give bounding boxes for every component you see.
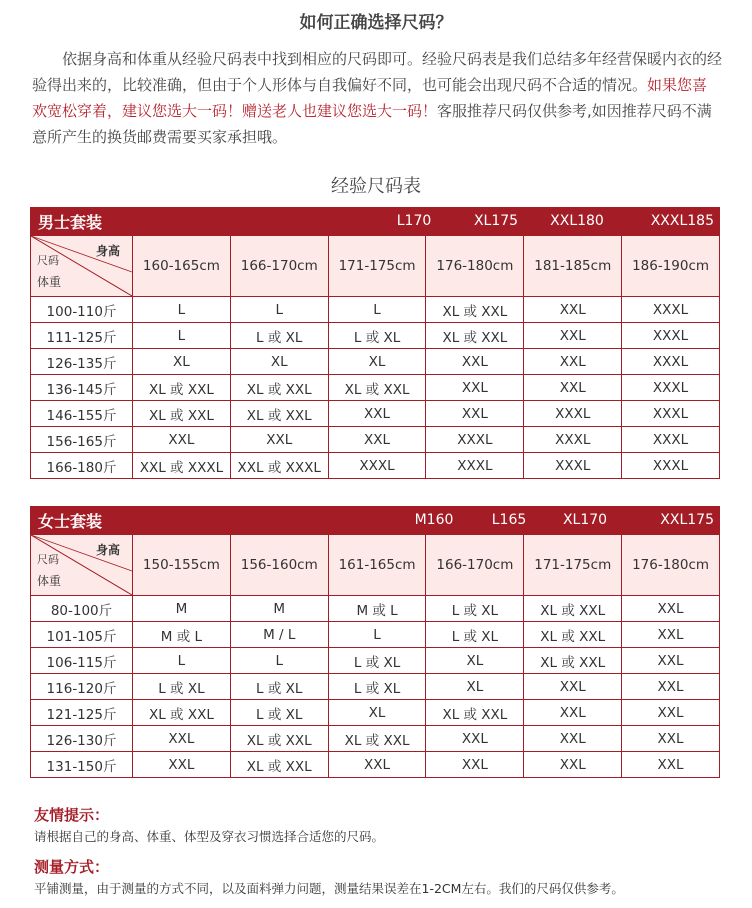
size-cell: XXL	[622, 726, 719, 751]
table-row	[31, 375, 719, 400]
size-cell: XXL	[622, 700, 719, 725]
size-cell: XXL	[524, 349, 621, 374]
size-cell: XXL	[524, 323, 621, 348]
weight-cell: 101-105斤	[31, 622, 132, 647]
size-cell: XL	[329, 700, 426, 725]
size-cell: L 或 XL	[133, 674, 230, 699]
size-cell: XXXL	[524, 401, 621, 426]
size-cell: L 或 XL	[426, 596, 523, 621]
intro-paragraph	[32, 46, 722, 150]
weight-label: 体重	[37, 275, 62, 289]
size-cell: L 或 XL	[231, 674, 328, 699]
table-row	[31, 401, 719, 426]
women-height-header: 176-180cm	[622, 535, 719, 595]
size-cell: L 或 XL	[329, 648, 426, 673]
size-cell: L	[133, 297, 230, 322]
size-cell: XL 或 XXL	[524, 648, 621, 673]
weight-cell: 116-120斤	[31, 674, 132, 699]
size-cell: XL 或 XXL	[524, 596, 621, 621]
height-label: 身高	[95, 543, 120, 557]
size-cell: XXL	[231, 427, 328, 452]
size-cell: L 或 XL	[329, 674, 426, 699]
size-cell: L	[231, 648, 328, 673]
size-cell: XXL	[426, 401, 523, 426]
size-cell: XXL	[133, 752, 230, 777]
women-category-label: 女士套装	[38, 511, 103, 531]
men-size-xxl: XXL180	[550, 213, 604, 229]
weight-cell: 156-165斤	[31, 427, 132, 452]
measure-tip-heading: 测量方式：	[34, 858, 110, 876]
size-cell: XL 或 XXL	[231, 726, 328, 751]
men-size-l: L170	[396, 213, 432, 229]
size-cell: XL 或 XXL	[329, 375, 426, 400]
size-cell: L 或 XL	[329, 323, 426, 348]
weight-label: 体重	[37, 574, 62, 588]
size-cell: XXXL	[524, 427, 621, 452]
table-row	[31, 349, 719, 374]
weight-cell: 80-100斤	[31, 596, 132, 621]
men-height-header: 160-165cm	[133, 236, 230, 296]
table-row	[31, 726, 719, 751]
men-table-header	[30, 207, 720, 235]
size-cell: XL 或 XXL	[231, 375, 328, 400]
size-cell: M 或 L	[329, 596, 426, 621]
size-cell: M	[231, 596, 328, 621]
table-row	[31, 648, 719, 673]
men-height-header-row	[31, 236, 719, 296]
size-cell: XL	[426, 648, 523, 673]
size-cell: L	[329, 297, 426, 322]
size-cell: M	[133, 596, 230, 621]
weight-cell: 106-115斤	[31, 648, 132, 673]
size-cell: XL 或 XXL	[329, 726, 426, 751]
women-table-header	[30, 506, 720, 534]
size-cell: XL	[133, 349, 230, 374]
intro-highlight: 如果您喜欢宽松穿着，建议您选大一码！赠送老人也建议您选大一码！	[32, 76, 708, 120]
size-cell: XXL	[622, 648, 719, 673]
table-row	[31, 453, 719, 478]
size-cell: XXXL	[622, 453, 719, 478]
men-size-xxxl: XXXL185	[650, 213, 714, 229]
measure-tip-text: 平铺测量，由于测量的方式不同，以及面料弹力问题，测量结果误差在1-2CM左右。我们的尺码仅供参考。	[34, 881, 624, 896]
size-cell: XL 或 XXL	[524, 622, 621, 647]
table-row	[31, 297, 719, 322]
size-cell: XXL	[524, 700, 621, 725]
size-cell: L	[329, 622, 426, 647]
women-height-header-row	[31, 535, 719, 595]
men-height-header: 171-175cm	[329, 236, 426, 296]
size-cell: XXL	[426, 349, 523, 374]
intro-text-2: 客服推荐尺码仅供参考,如因推荐尺码不满意所产生的换货邮费需要买家承担哦。	[32, 102, 712, 146]
size-cell: XXL	[622, 752, 719, 777]
measure-tip	[34, 856, 734, 897]
page-title: 如何正确选择尺码？	[299, 13, 453, 33]
size-cell: XXL	[622, 596, 719, 621]
weight-cell: 126-130斤	[31, 726, 132, 751]
size-cell: XL 或 XXL	[426, 297, 523, 322]
weight-cell: 131-150斤	[31, 752, 132, 777]
men-diagonal-header-cell	[31, 236, 132, 296]
size-cell: L 或 XL	[231, 700, 328, 725]
women-size-table	[30, 506, 720, 778]
size-cell: XXL	[133, 427, 230, 452]
size-cell: XXXL	[622, 297, 719, 322]
table-row	[31, 752, 719, 777]
size-cell: XXL	[426, 375, 523, 400]
table-row	[31, 596, 719, 621]
friendly-tip-text: 请根据自己的身高、体重、体型及穿衣习惯选择合适您的尺码。	[34, 829, 385, 844]
women-diagonal-header-cell	[31, 535, 132, 595]
men-size-xl: XL175	[473, 213, 519, 229]
size-cell: L 或 XL	[426, 622, 523, 647]
women-height-header: 161-165cm	[329, 535, 426, 595]
size-cell: XXXL	[426, 453, 523, 478]
size-label: 尺码	[37, 254, 59, 267]
size-cell: XXL	[329, 427, 426, 452]
women-height-header: 171-175cm	[524, 535, 621, 595]
table-row	[31, 700, 719, 725]
women-size-xxl: XXL175	[660, 512, 714, 528]
women-size-l: L165	[491, 512, 527, 528]
size-cell: XXL	[524, 752, 621, 777]
women-height-header: 156-160cm	[231, 535, 328, 595]
size-cell: L	[133, 648, 230, 673]
weight-cell: 121-125斤	[31, 700, 132, 725]
size-cell: M 或 L	[133, 622, 230, 647]
size-cell: L 或 XL	[231, 323, 328, 348]
size-cell: XXXL	[622, 375, 719, 400]
men-height-header: 181-185cm	[524, 236, 621, 296]
weight-cell: 166-180斤	[31, 453, 132, 478]
women-height-header: 166-170cm	[426, 535, 523, 595]
table-title: 经验尺码表	[331, 176, 421, 197]
men-grid	[30, 235, 720, 479]
intro-text-1: 依据身高和体重从经验尺码表中找到相应的尺码即可。经验尺码表是我们总结多年经营保暖内衣的经验得出来的，比较准确，但由于个人形体与自我偏好不同，也可能会出现尺码不合适的情况。	[32, 50, 723, 94]
size-cell: XL	[426, 674, 523, 699]
height-label: 身高	[95, 244, 120, 258]
table-row	[31, 427, 719, 452]
size-cell: XXL	[329, 752, 426, 777]
size-cell: XL	[231, 349, 328, 374]
table-row	[31, 674, 719, 699]
weight-cell: 146-155斤	[31, 401, 132, 426]
size-cell: XL 或 XXL	[426, 700, 523, 725]
friendly-tip	[34, 804, 734, 845]
weight-cell: 126-135斤	[31, 349, 132, 374]
size-cell: XXXL	[622, 427, 719, 452]
women-grid	[30, 534, 720, 778]
size-cell: XL 或 XXL	[426, 323, 523, 348]
women-size-m: M160	[414, 512, 454, 528]
size-cell: XL 或 XXL	[231, 752, 328, 777]
size-cell: XXL	[524, 297, 621, 322]
size-cell: XXL	[426, 752, 523, 777]
size-cell: XXXL	[622, 349, 719, 374]
size-cell: XL 或 XXL	[133, 700, 230, 725]
size-cell: XXL 或 XXXL	[133, 453, 230, 478]
size-cell: XXXL	[426, 427, 523, 452]
weight-cell: 111-125斤	[31, 323, 132, 348]
size-cell: XL 或 XXL	[133, 401, 230, 426]
size-cell: XXXL	[329, 453, 426, 478]
size-cell: XXL	[133, 726, 230, 751]
women-height-header: 150-155cm	[133, 535, 230, 595]
size-cell: XXL	[524, 726, 621, 751]
size-cell: XXXL	[622, 323, 719, 348]
men-height-header: 166-170cm	[231, 236, 328, 296]
size-cell: XXL	[622, 674, 719, 699]
size-label: 尺码	[37, 553, 59, 566]
size-cell: XXL	[426, 726, 523, 751]
size-cell: XL 或 XXL	[133, 375, 230, 400]
table-row	[31, 622, 719, 647]
size-cell: XXL	[524, 375, 621, 400]
table-row	[31, 323, 719, 348]
size-cell: XXL	[329, 401, 426, 426]
size-cell: XL 或 XXL	[231, 401, 328, 426]
men-category-label: 男士套装	[38, 212, 103, 232]
men-size-table	[30, 207, 720, 479]
size-cell: L	[231, 297, 328, 322]
men-height-header: 186-190cm	[622, 236, 719, 296]
size-cell: XXXL	[622, 401, 719, 426]
women-size-xl: XL170	[562, 512, 608, 528]
size-cell: XXL 或 XXXL	[231, 453, 328, 478]
friendly-tip-heading: 友情提示：	[34, 806, 110, 824]
size-cell: XL	[329, 349, 426, 374]
weight-cell: 136-145斤	[31, 375, 132, 400]
men-height-header: 176-180cm	[426, 236, 523, 296]
size-cell: XXL	[622, 622, 719, 647]
weight-cell: 100-110斤	[31, 297, 132, 322]
size-cell: M / L	[231, 622, 328, 647]
size-cell: XXXL	[524, 453, 621, 478]
size-cell: XXL	[524, 674, 621, 699]
size-cell: L	[133, 323, 230, 348]
